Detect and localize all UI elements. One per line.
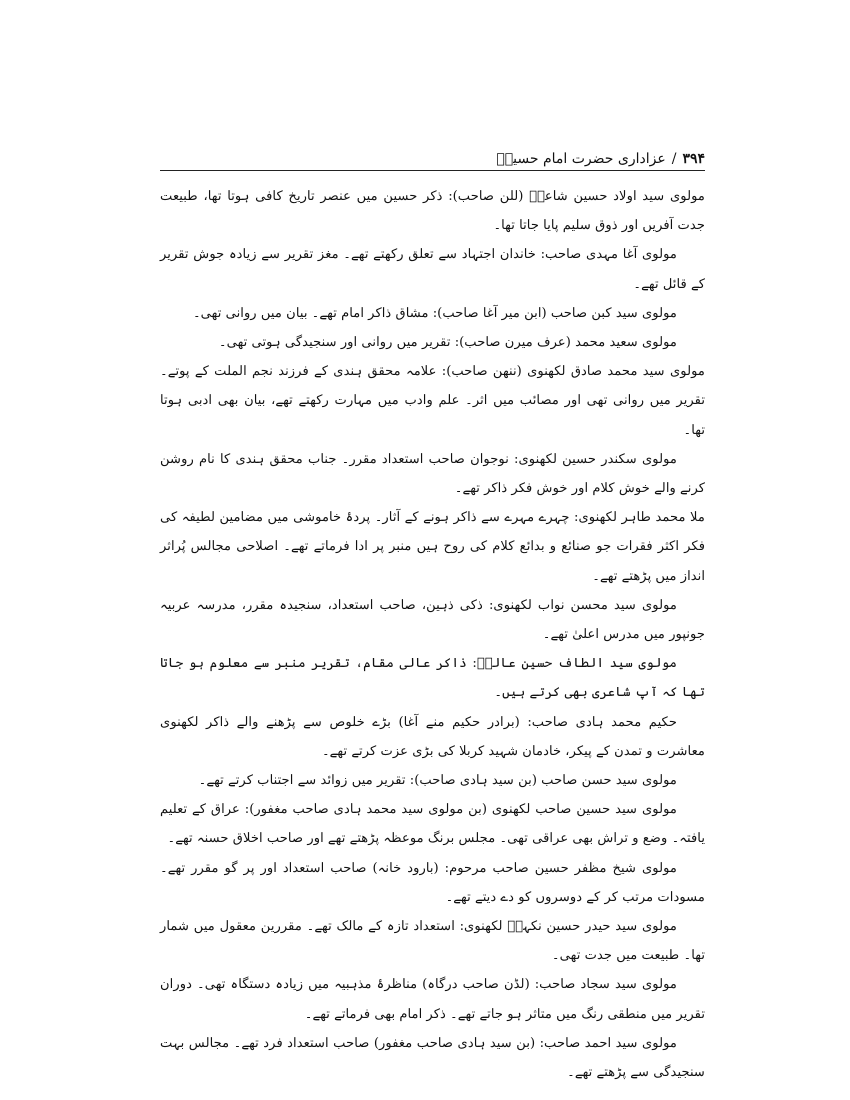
paragraph-sikandar-husain: مولوی سکندر حسین لکھنوی: نوجوان صاحب استعداد مقرر۔ جناب محقق ہندی کا نام روشن کرنے والے خوش کلام اور خوش فکر ذاکر تھے۔: [160, 451, 705, 497]
paragraph-haider-husain: مولوی سید حیدر حسین نکہتؔ لکھنوی: استعداد تازہ کے مالک تھے۔ مقررین معقول میں شمار تھا۔ طبیعت میں جدت تھی۔: [160, 919, 705, 964]
paragraph-muzaffar-husain: مولوی شیخ مظفر حسین صاحب مرحوم: (بارود خانہ) صاحب استعداد اور پر گو مقرر تھے۔ مسودات مرتب کر کے دوسروں کو دے دیتے تھے۔: [160, 860, 705, 905]
paragraph-saeed-muhammad: مولوی سعید محمد (عرف میرن صاحب): تقریر میں روانی اور سنجیدگی ہوتی تھی۔: [218, 335, 677, 351]
paragraph-syed-hasan: مولوی سید حسن صاحب (بن سید ہادی صاحب): تقریر میں زوائد سے اجتناب کرتے تھے۔: [198, 773, 677, 789]
paragraph-mohsin-nawab: مولوی سید محسن نواب لکھنوی: ذکی ذہین، صاحب استعداد، سنجیدہ مقرر، مدرسہ عربیہ جونپور میں مدرس اعلیٰ تھے۔: [160, 597, 705, 643]
paragraph-muhammad-sadiq: مولوی سید محمد صادق لکھنوی (ننھن صاحب): علامہ محقق ہندی کے فرزند نجم الملت کے پوتے۔ تقریر میں روانی تھی اور مصائب میں اثر۔ علم وادب میں مہارت رکھتے تھے، بیان بھی ادبی ہوتا تھا۔: [160, 364, 705, 438]
running-header: [160, 142, 705, 168]
paragraph-mulla-tahir: ملا محمد طاہر لکھنوی: چہرے مہرے سے ذاکر ہونے کے آثار۔ پردۂ خاموشی میں مضامین لطیفہ کی فکر اکثر فقرات جو صنائع و بدائع کلام کی روح ہیں منبر پر ادا فرماتے تھے۔ اصلاحی مجالس پُراثر انداز میں پڑھتے تھے۔: [160, 510, 705, 584]
paragraph-altaf-husain: مولوی سید الطاف حسین عالمؔ: ذاکر عالی مقام، تقریر منبر سے معلوم ہو جاتا تھا کہ آپ شاعری بھی کرتے ہیں۔: [160, 656, 705, 701]
page-number: ۳۹۴: [682, 151, 705, 167]
paragraph-kabban: مولوی سید کبن صاحب (ابن میر آغا صاحب): مشاق ذاکر امام تھے۔ بیان میں روانی تھی۔: [192, 305, 677, 321]
paragraph-syed-sajjad: مولوی سید سجاد صاحب: (لڈن صاحب درگاہ) مناظرۂ مذہبیہ میں زیادہ دستگاہ تھی۔ دوران تقریر میں منطقی رنگ میں متاثر ہو جاتے تھے۔ ذکر امام بھی فرماتے تھے۔: [160, 977, 705, 1022]
header-rule: [160, 170, 705, 171]
header-separator: /: [671, 151, 677, 167]
book-title: عزاداری حضرت امام حسینؑ: [496, 151, 666, 167]
paragraph-aulad-husain: مولوی سید اولاد حسین شاعرؔ (للن صاحب): ذکر حسین میں عنصر تاریخ کافی ہوتا تھا، طبیعت جدت آفریں اور ذوق سلیم پایا جاتا تھا۔: [160, 189, 705, 234]
paragraph-hakeem-hadi: حکیم محمد ہادی صاحب: (برادر حکیم منے آغا) بڑے خلوص سے پڑھنے والے ذاکر لکھنوی معاشرت و تمدن کے پیکر، خادمان شہید کربلا کی بڑی عزت کرتے تھے۔: [160, 714, 705, 759]
paragraph-syed-ahmad: مولوی سید احمد صاحب: (بن سید ہادی صاحب مغفور) صاحب استعداد فرد تھے۔ مجالس بہت سنجیدگی سے پڑھتے تھے۔: [160, 1035, 705, 1081]
paragraph-syed-husain: مولوی سید حسین صاحب لکھنوی (بن مولوی سید محمد ہادی صاحب مغفور): عراق کے تعلیم یافتہ۔ وضع و تراش بھی عراقی تھی۔ مجلس برنگ موعظہ پڑھتے تھے اور صاحب اخلاق حسنہ تھے۔: [160, 802, 705, 847]
body-text: [160, 182, 705, 1087]
paragraph-agha-mahdi: مولوی آغا مہدی صاحب: خاندان اجتہاد سے تعلق رکھتے تھے۔ مغز تقریر سے زیادہ جوش تقریر کے قائل تھے۔: [160, 247, 705, 292]
